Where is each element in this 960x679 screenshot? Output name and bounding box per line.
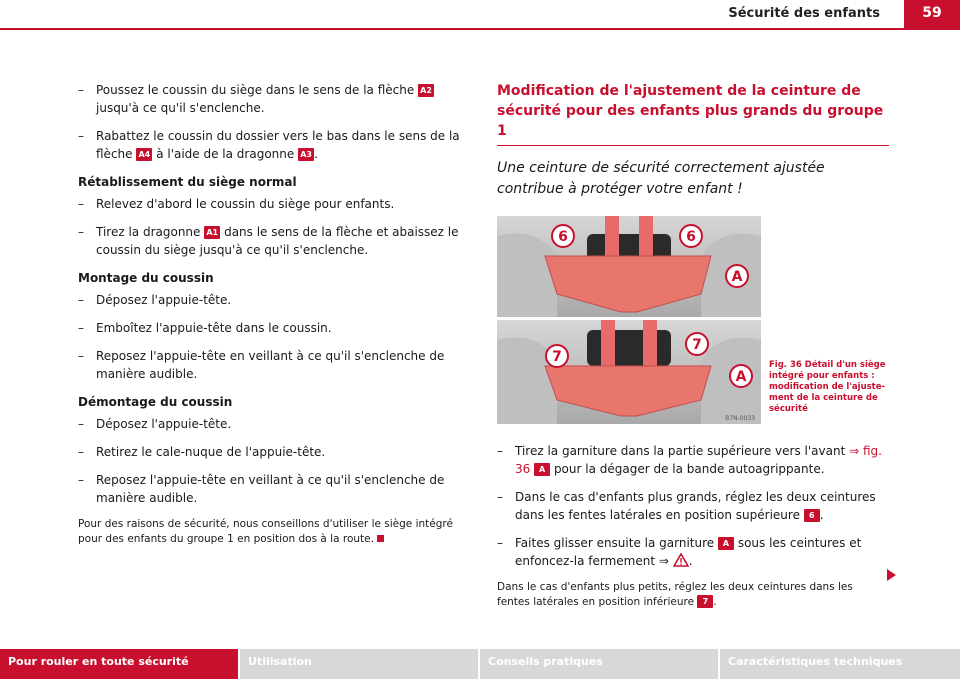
- list-dash: –: [78, 417, 84, 431]
- figure-link[interactable]: ⇒ fig. 36: [515, 444, 882, 476]
- list-item: [78, 471, 468, 507]
- section-heading: Démontage du coussin: [78, 395, 233, 409]
- tab-safety[interactable]: Pour rouler en toute sécurité: [0, 649, 238, 679]
- list-dash: –: [497, 490, 503, 504]
- safety-note: [78, 517, 468, 547]
- section-heading: Rétablissement du siège normal: [78, 175, 297, 189]
- item-text: Relevez d'abord le coussin du siège pour enfants.: [96, 197, 395, 211]
- list-item: [78, 81, 468, 117]
- tab-technical-data[interactable]: Caractéristiques techniques: [720, 649, 960, 679]
- item-text: pour la dégager de la bande autoagrippante.: [553, 462, 825, 476]
- list-dash: –: [78, 293, 84, 307]
- list-dash: –: [78, 197, 84, 211]
- list-item: [78, 195, 468, 213]
- item-text: Reposez l'appuie-tête en veillant à ce qu'il s'enclenche de manière audible.: [96, 349, 445, 381]
- callout-badge: 6: [804, 509, 820, 522]
- reference-arrow: ⇒: [658, 554, 669, 568]
- tab-practical-tips[interactable]: Conseils pratiques: [480, 649, 718, 679]
- warning-icon[interactable]: [673, 553, 689, 567]
- callout-badge: A2: [418, 84, 434, 97]
- end-of-section-icon: [377, 535, 384, 542]
- next-page-arrow-icon[interactable]: [887, 569, 896, 581]
- figure-label: 7: [692, 337, 702, 353]
- item-text: Tirez la garniture dans la partie supérieure vers l'avant: [515, 444, 846, 458]
- callout-badge: A: [534, 463, 550, 476]
- figure-label: 7: [552, 349, 562, 365]
- list-item: [497, 442, 889, 478]
- section-heading: Montage du coussin: [78, 271, 214, 285]
- item-text: Déposez l'appuie-tête.: [96, 293, 232, 307]
- item-text: Reposez l'appuie-tête en veillant à ce qu'il s'enclenche de manière audible.: [96, 473, 445, 505]
- figure-labels: [497, 216, 761, 424]
- list-dash: –: [78, 129, 84, 143]
- list-item: [497, 534, 889, 570]
- header-rule: [0, 28, 960, 30]
- list-item: [78, 415, 468, 433]
- item-text: .: [688, 554, 693, 568]
- note-text: .: [713, 596, 717, 608]
- section-title: Modification de l'ajustement de la ceinture de sécurité pour des enfants plus grands du groupe 1: [497, 81, 889, 146]
- note-text: Pour des raisons de sécurité, nous conseillons d'utiliser le siège intégré pour des enfants du groupe 1 en position dos à la route.: [78, 518, 453, 545]
- list-item: [78, 291, 468, 309]
- list-item: [497, 488, 889, 524]
- figure-label: A: [735, 369, 747, 385]
- callout-badge: A: [718, 537, 734, 550]
- right-column: [497, 81, 889, 610]
- list-dash: –: [78, 321, 84, 335]
- note-text: Dans le cas d'enfants plus petits, réglez les deux ceintures dans les fentes latérales en position inférieure: [497, 581, 853, 608]
- list-dash: –: [78, 83, 84, 97]
- item-text: .: [819, 508, 824, 522]
- list-dash: –: [78, 473, 84, 487]
- figure-caption: Fig. 36 Détail d'un siège intégré pour enfants : modification de l'ajuste-ment de la ceinture de sécurité: [769, 360, 886, 414]
- figure-label: 6: [686, 229, 696, 245]
- page-header-title: Sécurité des enfants: [728, 6, 880, 21]
- item-text: dans le sens de la flèche et abaissez le coussin du siège jusqu'à ce qu'il s'enclenche.: [96, 225, 459, 257]
- left-column: [78, 81, 468, 547]
- item-text: sous les ceintures et enfoncez-la fermement: [515, 536, 862, 568]
- item-text: Tirez la dragonne: [96, 225, 201, 239]
- callout-badge: A1: [204, 226, 220, 239]
- item-text: Retirez le cale-nuque de l'appuie-tête.: [96, 445, 326, 459]
- list-dash: –: [497, 536, 503, 550]
- item-text: .: [314, 147, 318, 161]
- item-text: à l'aide de la dragonne: [156, 147, 295, 161]
- list-item: [78, 347, 468, 383]
- list-item: [78, 127, 468, 163]
- callout-badge: 7: [697, 595, 713, 608]
- figure-36: [497, 216, 886, 424]
- callout-badge: A4: [136, 148, 152, 161]
- list-dash: –: [78, 225, 84, 239]
- callout-badge: A3: [298, 148, 314, 161]
- list-dash: –: [78, 445, 84, 459]
- figure-code: B7N-0033: [725, 415, 755, 422]
- item-text: Dans le cas d'enfants plus grands, réglez les deux ceintures dans les fentes latérales en position supérieure: [515, 490, 876, 522]
- list-item: [78, 223, 468, 259]
- tab-operation[interactable]: Utilisation: [240, 649, 478, 679]
- list-dash: –: [78, 349, 84, 363]
- list-dash: –: [497, 444, 503, 458]
- figure-label: 6: [558, 229, 568, 245]
- item-text: Faites glisser ensuite la garniture: [515, 536, 715, 550]
- item-text: Rabattez le coussin du dossier vers le bas dans le sens de la flèche: [96, 129, 460, 161]
- item-text: jusqu'à ce qu'il s'enclenche.: [96, 101, 265, 115]
- page-number: 59: [904, 0, 960, 30]
- item-text: Déposez l'appuie-tête.: [96, 417, 232, 431]
- item-text: Poussez le coussin du siège dans le sens de la flèche: [96, 83, 415, 97]
- footer-nav: [0, 649, 960, 679]
- figure-label: A: [731, 269, 743, 285]
- small-children-note: [497, 580, 889, 610]
- item-text: Emboîtez l'appuie-tête dans le coussin.: [96, 321, 332, 335]
- list-item: [78, 319, 468, 337]
- list-item: [78, 443, 468, 461]
- lead-text: Une ceinture de sécurité correctement ajustée contribue à protéger votre enfant !: [497, 160, 825, 197]
